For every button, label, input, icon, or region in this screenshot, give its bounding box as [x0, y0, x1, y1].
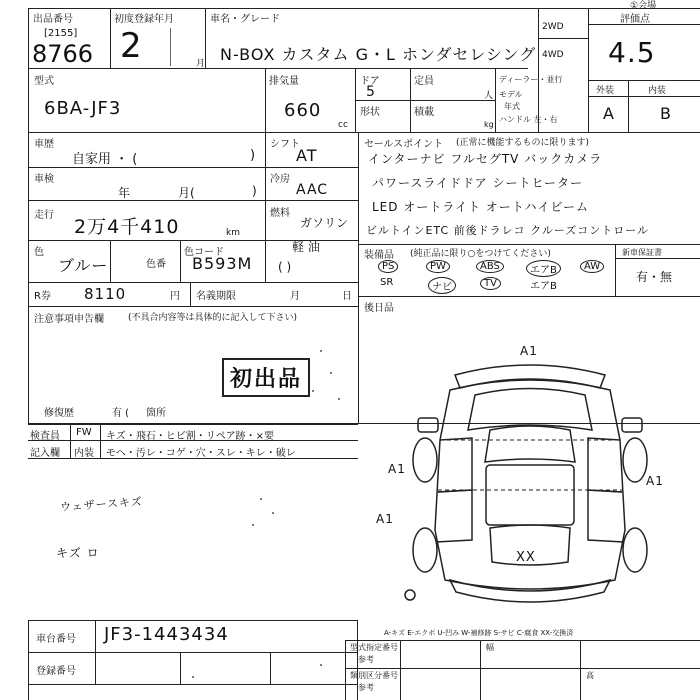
lot-label: 出品番号 [33, 14, 73, 25]
checker-label-2: 記入欄 [30, 448, 60, 459]
free-note-2: キズ ロ [56, 546, 100, 560]
shift-label: シフト [270, 139, 300, 150]
mark-left-1: A1 [388, 462, 406, 476]
model-label: 型式 [34, 76, 54, 87]
equip-airbag2: エアB [530, 281, 557, 292]
inspection-label: 車検 [34, 174, 54, 185]
fuel-paren: ( ) [278, 260, 292, 274]
car-name-label: 車名・グレード [210, 14, 280, 25]
first-reg-value: 2 [120, 26, 143, 66]
mileage-unit: km [226, 228, 240, 238]
int-label: 内装 [648, 86, 667, 96]
car-name-value: N-BOX カスタム G・L ホンダセレシング [220, 45, 537, 64]
color-code-value: B593M [192, 254, 253, 273]
disp-value: 660 [284, 100, 322, 121]
fuel-label: 燃料 [270, 208, 290, 219]
bottom-l6: 高 [586, 671, 594, 680]
interior-items: モヘ・汚レ・コゲ・穴・スレ・キレ・破レ [106, 448, 296, 459]
mark-top: A1 [520, 344, 538, 358]
dealer-l4: ハンドル 左・右 [499, 115, 558, 124]
equip-aw: AW [580, 260, 604, 273]
model-value: 6BA-JF3 [44, 98, 122, 119]
ext-label: 外装 [596, 86, 615, 96]
equip-abs: ABS [476, 260, 504, 273]
fw-items: キズ・飛石・ヒビ割・リペア跡・×要 [106, 431, 274, 442]
capacity-label: 定員 [414, 76, 434, 87]
bottom-l5: 幅 [486, 643, 494, 652]
first-reg-label: 初度登録年月 [114, 14, 174, 25]
drive-2wd: 2WD [542, 22, 564, 32]
bottom-l2: 参考 [358, 655, 374, 664]
shape-label: 形状 [360, 107, 380, 118]
bottom-l4: 参考 [358, 683, 374, 692]
mileage-label: 走行 [34, 210, 54, 221]
new-car-label: 新車保証書 [622, 248, 662, 257]
score-value: 4.5 [608, 36, 656, 69]
ext-value: A [603, 104, 615, 123]
mark-roof: XX [516, 550, 536, 565]
sales-hint: (正常に機能するものに限ります) [456, 138, 590, 148]
doors-label: ドア [360, 76, 380, 87]
color-label: 色 [34, 247, 44, 258]
sales-label: セールスポイント [364, 139, 444, 150]
back-seat-label: 後日品 [364, 303, 394, 314]
expiry-label: 名義期限 [196, 291, 236, 302]
int-value: B [660, 104, 672, 123]
bottom-l3: 類別区分番号 [350, 671, 398, 680]
drive-4wd: 4WD [542, 50, 564, 60]
score-label: 評価点 [620, 14, 650, 25]
car-damage-diagram [380, 330, 680, 620]
fuel-value2: 軽 油 [292, 240, 320, 254]
fuel-value: ガソリン [300, 216, 349, 230]
repair-label: 修復歴 [44, 408, 74, 419]
lot-number: 8766 [32, 40, 94, 68]
aircon-value: AAC [296, 182, 329, 198]
legend: A-キズ E-エクボ U-凹み W-補修跡 S-サビ C-腐食 XX-交換済 [384, 629, 574, 637]
equip-tv: TV [480, 277, 501, 290]
dealer-l3: 年式 [504, 102, 520, 111]
dealer-l1: ディーラー・並行 [499, 75, 563, 84]
shift-value: AT [296, 146, 318, 165]
recycle-label: R券 [34, 291, 51, 302]
inspection-year: 年 [118, 186, 131, 200]
inspection-close: ) [252, 184, 257, 198]
history-close: ) [250, 148, 256, 163]
capacity-unit: 人 [484, 91, 494, 101]
load-unit: kg [484, 120, 494, 129]
doors-value: 5 [366, 84, 376, 100]
expiry-day: 日 [342, 291, 352, 302]
equipment-label: 装備品 [364, 250, 394, 261]
lot-sub: [2155] [44, 28, 78, 39]
equip-sr: SR [380, 277, 394, 288]
mark-left-2: A1 [376, 512, 394, 526]
equip-pw: PW [426, 260, 450, 273]
expiry-month: 月 [290, 291, 300, 302]
equip-ps: PS [378, 260, 398, 273]
dealer-l2: モデル [499, 90, 523, 99]
repair-value: 有 ( [112, 408, 130, 419]
load-label: 積載 [414, 107, 434, 118]
chassis-label: 車台番号 [36, 634, 76, 645]
first-reg-unit: 月 [196, 59, 206, 69]
registration-label: 登録番号 [36, 666, 76, 677]
equip-airbag: エアB [526, 260, 561, 277]
color-code-label: 色コード [184, 247, 224, 258]
inspection-month: 月( [178, 186, 195, 200]
first-listing-stamp: 初出品 [222, 358, 310, 397]
notes-hint: (不具合内容等は具体的に記入して下さい) [128, 313, 298, 323]
notes-label: 注意事項申告欄 [34, 314, 104, 325]
equip-navi: ナビ [428, 277, 456, 294]
history-value: 自家用 ・ ( [72, 152, 138, 167]
spec-block [345, 640, 700, 700]
free-note-1: ウェザースキズ [59, 495, 144, 514]
sales-line-3: LED オートライト オートハイビーム [372, 200, 590, 214]
equipment-hint: (純正品に限り○をつけてください) [410, 249, 551, 259]
sales-line-4: ビルトインETC 前後ドラレコ クルーズコントロール [366, 224, 650, 237]
recycle-unit: 円 [170, 291, 180, 302]
sales-line-2: パワースライドドア シートヒーター [372, 176, 584, 190]
disp-unit: cc [338, 120, 348, 130]
top-right-label: ①会場 [630, 1, 657, 11]
bottom-l1: 型式指定番号 [350, 643, 398, 652]
aircon-label: 冷房 [270, 174, 290, 185]
checker-label-1: 検査員 [30, 431, 60, 442]
color-number-label: 色番 [146, 259, 166, 270]
repair-spot: 箇所 [146, 408, 166, 419]
disp-label: 排気量 [269, 76, 299, 87]
color-value: ブルー [58, 256, 109, 275]
new-car-value: 有・無 [636, 270, 673, 284]
mileage-value: 2万4千410 [74, 216, 180, 238]
chassis-value: JF3-1443434 [104, 624, 229, 645]
recycle-value: 8110 [84, 285, 127, 303]
sales-line-1: インターナビ フルセグTV バックカメラ [368, 152, 603, 166]
history-label: 車歴 [34, 139, 54, 150]
interior-label: 内装 [74, 448, 94, 459]
mark-right: A1 [646, 474, 664, 488]
fw-label: FW [76, 427, 92, 438]
